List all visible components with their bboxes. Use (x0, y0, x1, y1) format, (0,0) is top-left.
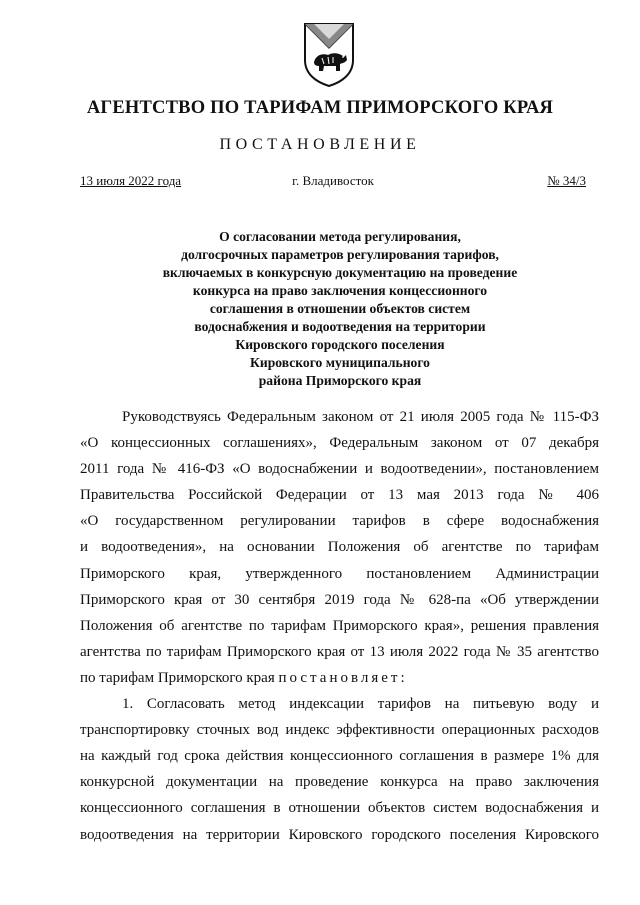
subject-line: включаемых в конкурсную документацию на проведение (162, 265, 518, 280)
resolve-word: постановляет: (278, 669, 408, 686)
body-line: «О государственном регулировании тарифов в сфере водоснабжения (80, 513, 599, 530)
subject-line: конкурса на право заключения концессионного (192, 283, 488, 298)
body-line: транспортировку сточных вод индекс эффективности операционных расходов (80, 722, 599, 739)
subject-line: долгосрочных параметров регулирования тарифов, (181, 247, 499, 262)
body-line: Приморского края от 30 сентября 2019 года № 628-па «Об утверждении (80, 591, 599, 608)
coat-of-arms-emblem (302, 22, 356, 88)
subject-line: водоснабжения и водоотведения на территории (194, 319, 486, 334)
body-line: конкурсной документации на проведение конкурса на право заключения (80, 774, 599, 791)
body-line: на каждый год срока действия концессионного соглашения в размере 1% для (80, 748, 599, 765)
body-line: и водоотведения», на основании Положения об агентстве по тарифам (80, 539, 599, 556)
body-line: концессионного соглашения в отношении объектов систем водоснабжения и (80, 800, 599, 817)
document-number: № 34/3 (547, 173, 586, 188)
body-line: Руководствуясь Федеральным законом от 21 июля 2005 года № 115-ФЗ (122, 409, 599, 425)
body-line: агентства по тарифам Приморского края от 13 июля 2022 года № 35 агентство (80, 643, 599, 660)
subject-line: района Приморского края (258, 373, 422, 388)
body-line: Положения об агентстве по тарифам Приморского края», решения правления (80, 617, 599, 634)
document-subject (100, 228, 580, 390)
body-line: 1. Согласовать метод индексации тарифов на питьевую воду и (122, 696, 599, 713)
body-line: водоотведения на территории Кировского городского поселения Кировского (80, 826, 599, 843)
subject-line: Кировского муниципального (250, 355, 430, 370)
body-line: «О концессионных соглашениях», Федеральным законом от 07 декабря (80, 435, 599, 452)
subject-line: соглашения в отношении объектов систем (209, 301, 471, 316)
body-line: Приморского края, утвержденного постановлением Администрации (80, 565, 599, 582)
body-line-text: по тарифам Приморского края (80, 669, 275, 686)
body-line: Правительства Российской Федерации от 13 мая 2013 года № 406 (80, 487, 599, 504)
document-type: ПОСТАНОВЛЕНИЕ (219, 136, 421, 153)
document-body (80, 404, 599, 848)
document-date: 13 июля 2022 года (80, 173, 182, 188)
body-line-resolution (80, 665, 599, 691)
agency-title: АГЕНТСТВО ПО ТАРИФАМ ПРИМОРСКОГО КРАЯ (86, 98, 554, 118)
body-line: 2011 года № 416-ФЗ «О водоснабжении и водоотведении», постановлением (80, 461, 599, 478)
subject-line: О согласовании метода регулирования, (219, 229, 461, 244)
document-city: г. Владивосток (292, 173, 374, 188)
subject-line: Кировского городского поселения (235, 337, 445, 352)
